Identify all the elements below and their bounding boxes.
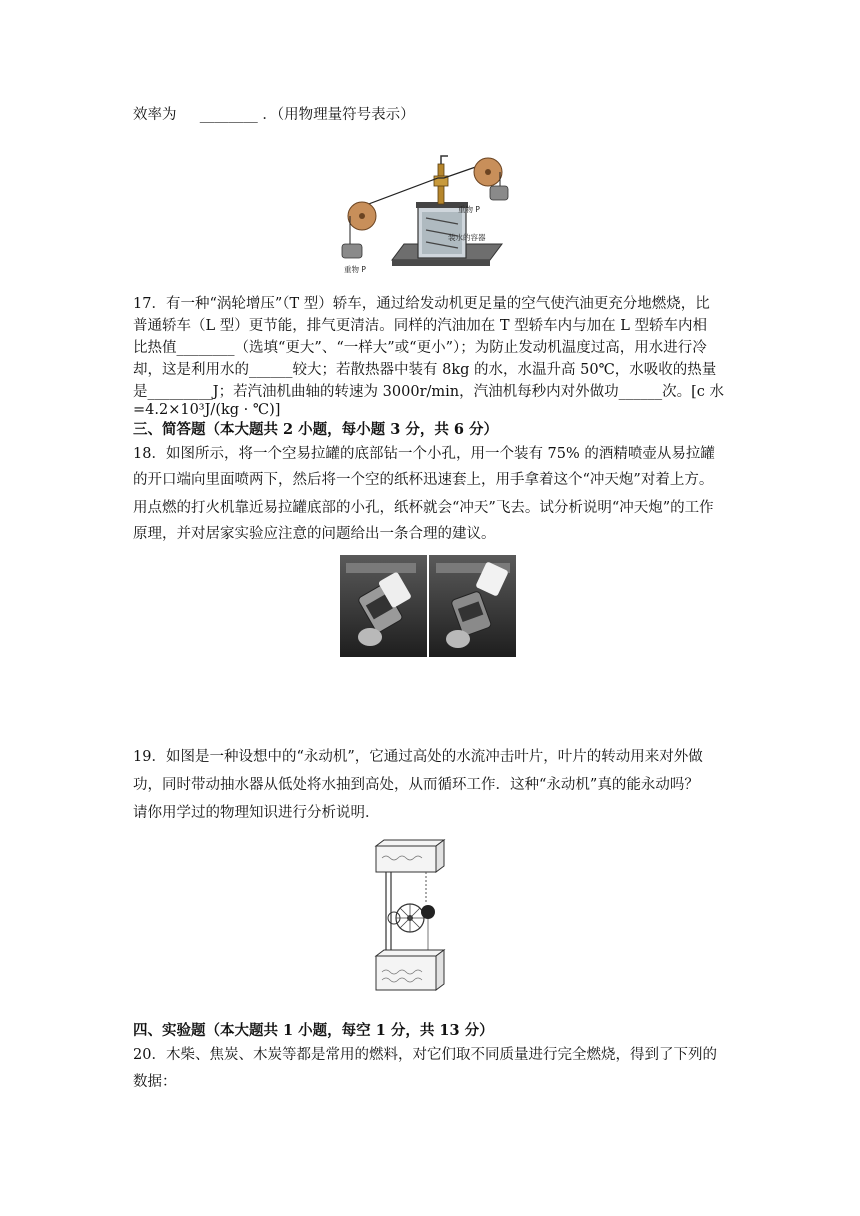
q18-line-1: 18．如图所示，将一个空易拉罐的底部钻一个小孔，用一个装有 75% 的酒精喷壶从易拉罐 (133, 446, 715, 462)
q18-line-2: 的开口端向里面喷两下，然后将一个空的纸杯迅速套上，用手拿着这个“冲天炮”对着上方。 (133, 472, 714, 488)
soda-can-rocket-photo (340, 555, 516, 657)
q20-line-2: 数据： (133, 1074, 177, 1090)
label-container: 装水的容器 (448, 233, 486, 242)
q19-line-1: 19．如图是一种设想中的“永动机”，它通过高处的水流冲击叶片，叶片的转动用来对外做 (133, 749, 703, 765)
q17-line-3: 比热值________（选填“更大”、“一样大”或“更小”）；为防止发动机温度过高，用水进行冷 (133, 340, 707, 356)
label-weight-left: 重物 P (344, 265, 366, 274)
label-weight-right: 重物 P (458, 205, 480, 214)
q16-answer-line (133, 105, 415, 125)
q18-line-4: 原理，并对居家实验应注意的问题给出一条合理的建议。 (133, 526, 496, 542)
q16-prefix: 效率为 (133, 107, 177, 123)
section3-heading: 三、简答题（本大题共 2 小题，每小题 3 分，共 6 分） (133, 421, 499, 438)
q17-line-5: 是_________J；若汽油机曲轴的转速为 3000r/min，汽油机每秒内对外做功______次。[c 水 (133, 384, 725, 400)
q19-line-2: 功，同时带动抽水器从低处将水抽到高处，从而循环工作．这种“永动机”真的能永动吗？ (133, 777, 699, 793)
q17-line-4: 却，这是利用水的______较大；若散热器中装有 8kg 的水，水温升高 50℃，水吸收的热量 (133, 362, 717, 378)
q20-line-1: 20．木柴、焦炭、木炭等都是常用的燃料，对它们取不同质量进行完全燃烧，得到了下列的 (133, 1047, 717, 1063)
q18-line-3: 用点燃的打火机靠近易拉罐底部的小孔，纸杯就会“冲天”飞去。试分析说明“冲天炮”的工作 (133, 500, 714, 516)
q17-line-1: 17．有一种“涡轮增压”（T 型）轿车，通过给发动机更足量的空气使汽油更充分地燃烧，比 (133, 296, 710, 312)
q19-line-3: 请你用学过的物理知识进行分析说明． (133, 805, 380, 821)
q17-line-6: =4.2×10³J/(kg · ℃)] (133, 402, 281, 418)
q17-line-2: 普通轿车（L 型）更节能，排气更清洁。同样的汽油加在 T 型轿车内与加在 L 型轿车内相 (133, 318, 707, 334)
joule-apparatus-figure (340, 150, 510, 280)
perpetual-motion-figure (370, 838, 450, 998)
q16-blank: ________ (199, 107, 258, 123)
q16-suffix: ．（用物理量符号表示） (262, 107, 415, 123)
section4-heading: 四、实验题（本大题共 1 小题，每空 1 分，共 13 分） (133, 1022, 494, 1039)
